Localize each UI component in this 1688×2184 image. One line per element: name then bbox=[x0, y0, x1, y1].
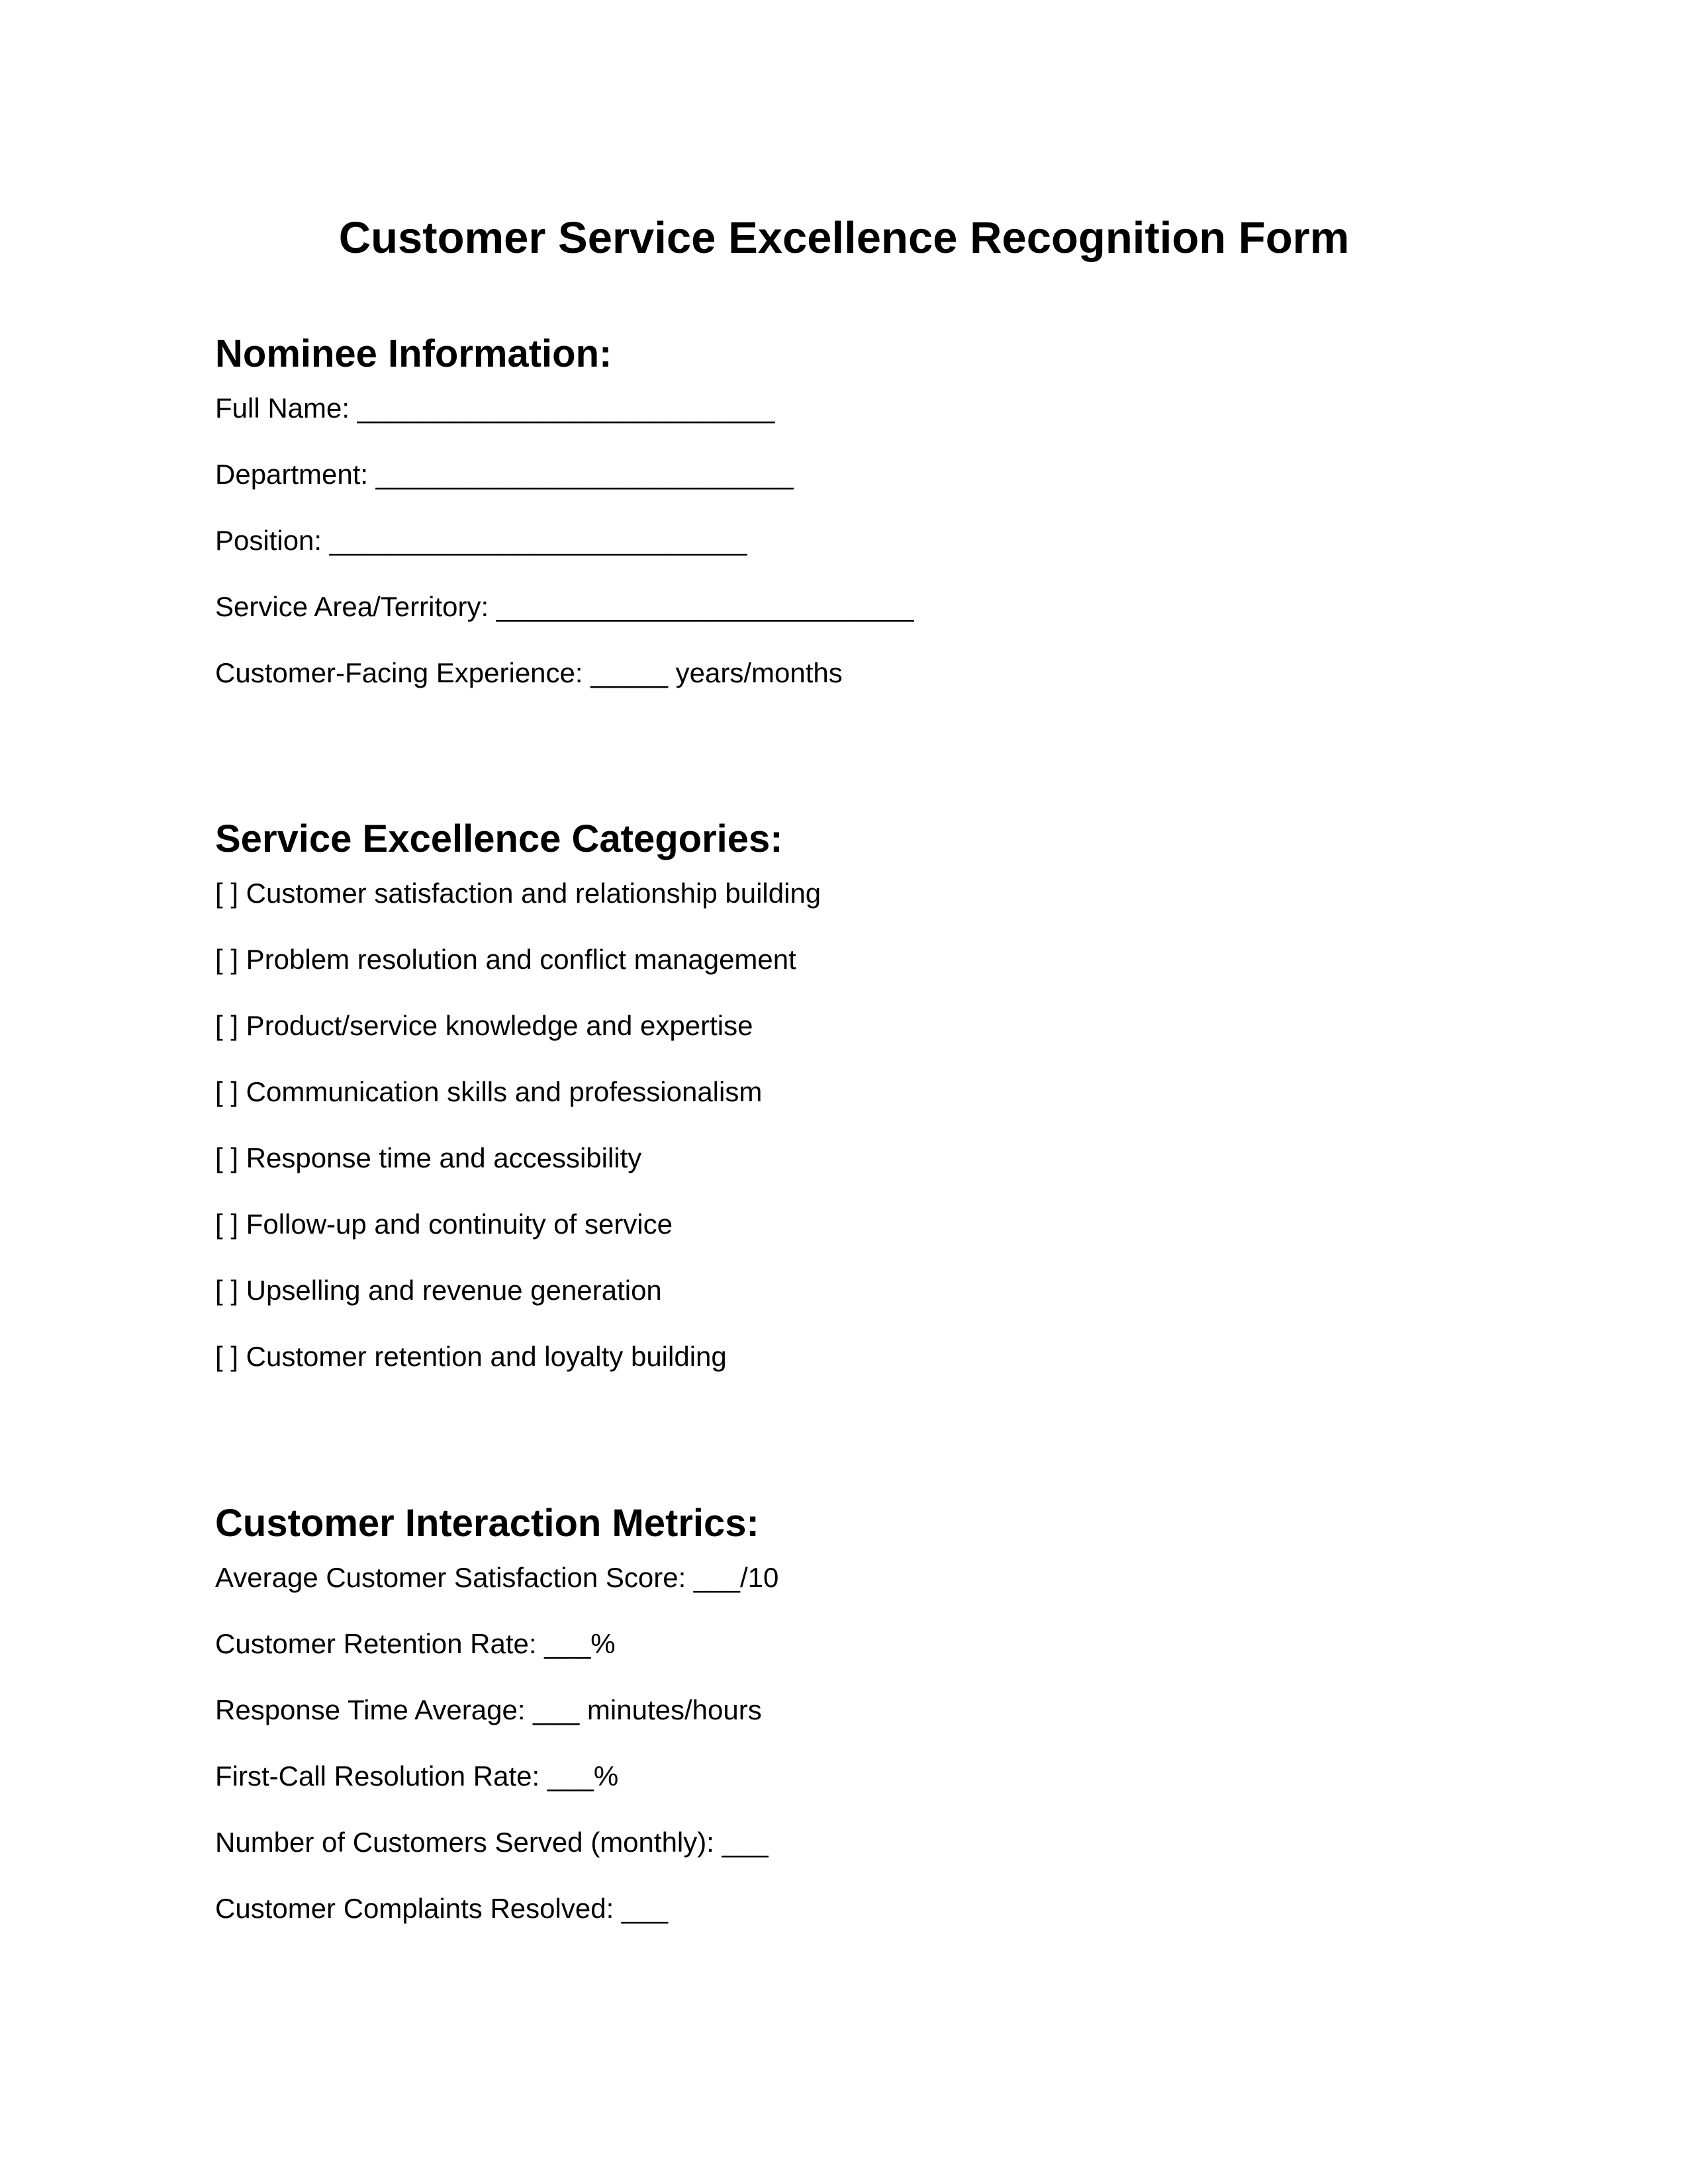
customer-facing-experience-field: Customer-Facing Experience: _____ years/months bbox=[215, 657, 843, 688]
customer-interaction-metrics-heading: Customer Interaction Metrics: bbox=[215, 1502, 759, 1545]
category-checkbox-response-time: [ ] Response time and accessibility bbox=[215, 1142, 642, 1173]
satisfaction-score-field: Average Customer Satisfaction Score: ___/10 bbox=[215, 1562, 779, 1593]
nominee-information-section bbox=[215, 331, 1539, 723]
category-checkbox-upselling: [ ] Upselling and revenue generation bbox=[215, 1275, 662, 1306]
category-checkbox-problem-resolution: [ ] Problem resolution and conflict management bbox=[215, 944, 796, 975]
complaints-resolved-field: Customer Complaints Resolved: ___ bbox=[215, 1893, 668, 1924]
response-time-field: Response Time Average: ___ minutes/hours bbox=[215, 1694, 762, 1725]
form-title: Customer Service Excellence Recognition Form bbox=[338, 213, 1350, 263]
retention-rate-field: Customer Retention Rate: ___% bbox=[215, 1628, 616, 1659]
category-checkbox-customer-satisfaction: [ ] Customer satisfaction and relationship building bbox=[215, 878, 821, 909]
service-excellence-categories-heading: Service Excellence Categories: bbox=[215, 817, 783, 860]
first-call-resolution-field: First-Call Resolution Rate: ___% bbox=[215, 1760, 619, 1792]
category-checkbox-follow-up: [ ] Follow-up and continuity of service bbox=[215, 1208, 673, 1240]
department-field: Department: ___________________________ bbox=[215, 459, 794, 490]
full-name-field: Full Name: ___________________________ bbox=[215, 392, 775, 424]
position-field: Position: ___________________________ bbox=[215, 525, 747, 556]
service-excellence-categories-section bbox=[215, 816, 1539, 1406]
customer-interaction-metrics-section bbox=[215, 1500, 1539, 1958]
nominee-information-heading: Nominee Information: bbox=[215, 332, 612, 375]
category-checkbox-communication-skills: [ ] Communication skills and professionalism bbox=[215, 1076, 763, 1107]
category-checkbox-customer-retention: [ ] Customer retention and loyalty building bbox=[215, 1341, 727, 1372]
customers-served-field: Number of Customers Served (monthly): ___ bbox=[215, 1827, 769, 1858]
service-area-field: Service Area/Territory: ___________________________ bbox=[215, 591, 914, 622]
category-checkbox-product-knowledge: [ ] Product/service knowledge and expertise bbox=[215, 1010, 753, 1041]
